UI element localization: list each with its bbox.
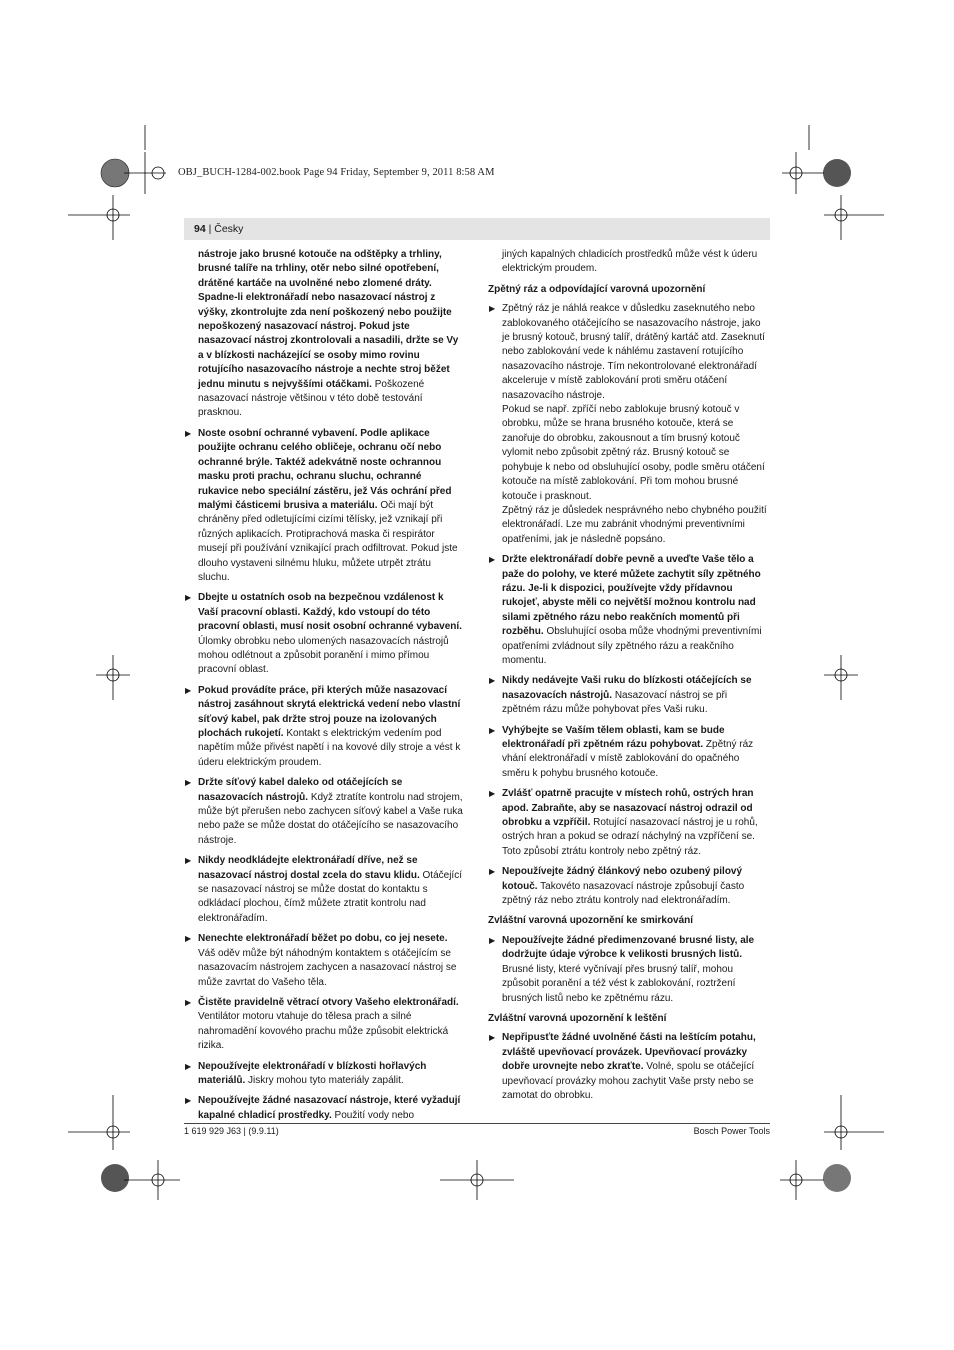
intro-bold: nástroje jako brusné kotouče na odštěpky a trhliny, brusné talíře na trhliny, otěr nebo silné opotřebení, drátěné kartáče na uvolněné nebo zlomené dráty. Spadne-li elektronářadí nebo nasazovací nástroj z výšky, zkontrolujte zda není poškozený nebo použijte nepoškozený nasazovací nástroj. Pokud jste nasazovací nástroj zkontrolovali a nasadili, držte se Vy a v blízkosti nacházející se osoby mimo rovinu rotujícího nasazovacího nástroje a nechte stroj běžet jednu minutu s nejvyššími otáčkami. bbox=[198, 249, 459, 390]
intro-paragraph bbox=[184, 248, 464, 421]
list-item bbox=[184, 1060, 464, 1089]
list-item bbox=[488, 865, 768, 908]
footer-doc-number: 1 619 929 J63 | (9.9.11) bbox=[184, 1126, 279, 1136]
item-text: Jiskry mohou tyto materiály zapálit. bbox=[245, 1074, 404, 1086]
item-text: Použití vody nebo bbox=[331, 1109, 415, 1121]
item-text: Takovéto nasazovací nástroje způsobují často zpětný ráz nebo ztrátu kontroly nad elektronářadím. bbox=[502, 880, 745, 907]
bullet-arrow-icon: ▶ bbox=[185, 997, 192, 1007]
item-text: Nasazovací nástroj se při zpětném rázu může pohybovat přes Vaši ruku. bbox=[502, 689, 728, 716]
list-item bbox=[488, 934, 768, 1006]
item-bold: Pokud provádíte práce, při kterých může nasazovací nástroj zasáhnout skrytá elektrická vedení nebo vlastní síťový kabel, pak držte stroj pouze na izolovaných plochách rukojetí. bbox=[198, 684, 461, 739]
bullet-arrow-icon: ▶ bbox=[185, 428, 192, 438]
list-item bbox=[488, 553, 768, 668]
bullet-arrow-icon: ▶ bbox=[489, 1033, 496, 1043]
list-item bbox=[184, 996, 464, 1054]
language-label: Česky bbox=[214, 223, 244, 235]
footer-brand: Bosch Power Tools bbox=[693, 1126, 770, 1136]
item-bold: Nenechte elektronářadí běžet po dobu, co jej nesete. bbox=[198, 933, 448, 945]
item-bold: Nepoužívejte žádné předimenzované brusné listy, ale dodržujte údaje výrobce k velikosti brusných listů. bbox=[502, 934, 755, 961]
bullet-arrow-icon: ▶ bbox=[489, 867, 496, 877]
item-bold: Čistěte pravidelně větrací otvory Vašeho elektronářadí. bbox=[198, 996, 459, 1008]
item-bold: Nepřipusťte žádné uvolněné části na leštícím potahu, zvláště upevňovací provázek. Upevňovací provázky dobře urovnejte nebo zkraťte. bbox=[502, 1032, 756, 1073]
bullet-arrow-icon: ▶ bbox=[185, 1061, 192, 1071]
item-text: Váš oděv může být náhodným kontaktem s otáčejícím se nasazovacím nástrojem zachycen a nasazovací nástroj se může zavrtat do Vašeho těla. bbox=[198, 947, 457, 988]
item-text: Brusné listy, které vyčnívají přes brusný talíř, mohou způsobit poranění a též vést k zablokování, roztržení brusných listů nebo ke zpětnému rázu. bbox=[502, 963, 736, 1004]
bullet-arrow-icon: ▶ bbox=[185, 934, 192, 944]
item-text: Úlomky obrobku nebo ulomených nasazovacích nástrojů mohou odlétnout a způsobit poranění i mimo přímou pracovní oblast. bbox=[198, 635, 449, 676]
item-text: Otáčející se nasazovací nástroj se může dostat do kontaktu s odkládací plochou, čímž můžete ztratit kontrolu nad elektronářadím. bbox=[198, 869, 462, 924]
item-bold: Dbejte u ostatních osob na bezpečnou vzdálenost k Vaší pracovní oblasti. Každý, kdo vstoupí do této pracovní oblasti, musí nosit osobní ochranné vybavení. bbox=[198, 592, 462, 633]
list-item bbox=[184, 684, 464, 770]
list-item bbox=[488, 302, 768, 547]
bullet-arrow-icon: ▶ bbox=[489, 725, 496, 735]
list-item bbox=[488, 1031, 768, 1103]
list-item bbox=[488, 724, 768, 782]
item-text: Obsluhující osoba může vhodnými preventivními opatřeními zvládnout síly zpětného rázu a reakčního momentu. bbox=[502, 626, 762, 666]
bullet-arrow-icon: ▶ bbox=[185, 778, 192, 788]
footer-rule bbox=[184, 1123, 770, 1124]
bullet-arrow-icon: ▶ bbox=[489, 789, 496, 799]
item-bold: Nepoužívejte žádné nasazovací nástroje, které vyžadují kapalné chladicí prostředky. bbox=[198, 1095, 461, 1121]
page-number-language: 94 | Česky bbox=[194, 223, 244, 235]
item-bold: Nepoužívejte elektronářadí v blízkosti hořlavých materiálů. bbox=[198, 1060, 427, 1086]
kickback-paragraph: Zpětný ráz je náhlá reakce v důsledku zaseknutého nebo zablokovaného otáčejícího se nasazovacího nástroje, jako je brusný kotouč, brusný talíř, drátěný kartáč atd. Zaseknutí nebo zablokování vede k náhlému zastavení rotujícího nasazovacího nástroje. Tím nekontrolované elektronářadí akceleruje v místě zablokování proti směru otáčení nasazovacího nástroje. bbox=[502, 303, 765, 401]
list-item bbox=[184, 1094, 464, 1123]
list-item bbox=[488, 787, 768, 859]
right-column bbox=[488, 248, 768, 1109]
list-item bbox=[184, 854, 464, 926]
list-item bbox=[184, 776, 464, 848]
list-item bbox=[184, 427, 464, 585]
print-slug: OBJ_BUCH-1284-002.book Page 94 Friday, September 9, 2011 8:58 AM bbox=[178, 167, 495, 178]
section-heading-sanding: Zvláštní varovná upozornění ke smirkování bbox=[488, 915, 694, 927]
bullet-arrow-icon: ▶ bbox=[185, 1096, 192, 1106]
item-text: Volné, spolu se otáčející upevňovací provázky mohou zachytit Vaše prsty nebo se zamotat do obrobku. bbox=[502, 1061, 755, 1101]
item-bold: Nikdy neodkládejte elektronářadí dříve, než se nasazovací nástroj dostal zcela do stavu klidu. bbox=[198, 855, 420, 881]
bullet-arrow-icon: ▶ bbox=[489, 304, 496, 314]
bullet-arrow-icon: ▶ bbox=[489, 935, 496, 945]
bullet-arrow-icon: ▶ bbox=[489, 676, 496, 686]
item-bold: Zvlášť opatrně pracujte v místech rohů, ostrých hran apod. Zabraňte, aby se nasazovací nástroj odrazil od obrobku a vzpříčil. bbox=[502, 788, 754, 829]
item-text: Zpětný ráz vhání elektronářadí v místě zablokování do opačného směru k pohybu brusného kotouče. bbox=[502, 739, 754, 779]
item-bold: Držte síťový kabel daleko od otáčejících se nasazovacích nástrojů. bbox=[198, 777, 403, 803]
item-text: Rotující nasazovací nástroj je u rohů, ostrých hran a pokud se odrazí náchylný na vzpříčení se. Toto způsobí ztrátu kontroly nebo zpětný ráz. bbox=[502, 817, 758, 857]
bullet-arrow-icon: ▶ bbox=[185, 856, 192, 866]
list-item bbox=[488, 674, 768, 717]
item-text: Ventilátor motoru vtahuje do tělesa prach a silné nahromadění kovového prachu může způsobit elektrická rizika. bbox=[198, 1011, 449, 1052]
item-text: Kontakt s elektrickým vedením pod napětím může přivést napětí i na kovové díly stroje a vést k úderu elektrickým proudem. bbox=[198, 728, 461, 768]
left-column bbox=[184, 248, 464, 1129]
list-item bbox=[184, 932, 464, 990]
bullet-arrow-icon: ▶ bbox=[185, 685, 192, 695]
bullet-arrow-icon: ▶ bbox=[185, 593, 192, 603]
item-bold: Vyhýbejte se Vaším tělem oblasti, kam se bude elektronářadí při zpětném rázu pohybovat. bbox=[502, 724, 725, 750]
kickback-paragraph: Pokud se např. zpříčí nebo zablokuje brusný kotouč v obrobku, může se hrana brusného kotouče, která se zanořuje do obrobku, zakousnout a tím brusný kotouč vylomit nebo způsobit zpětný ráz. Brusný kotouč se pohybuje k nebo od obsluhující osoby, podle směru otáčení kotouče na místě zablokování. Při tom mohou brusné kotouče i prasknout. bbox=[502, 404, 765, 502]
section-heading-polishing: Zvláštní varovná upozornění k leštění bbox=[488, 1012, 667, 1024]
item-bold: Nikdy nedávejte Vaši ruku do blízkosti otáčejících se nasazovacích nástrojů. bbox=[502, 675, 752, 701]
page-number: 94 bbox=[194, 223, 206, 235]
list-item bbox=[184, 591, 464, 677]
item-bold: Držte elektronářadí dobře pevně a uveďte Vaše tělo a paže do polohy, ve které můžete zachytit síly zpětného rázu. Je-li k dispozici, používejte vždy přídavnou rukojeť, abyste měli co největší možnou kontrolu nad silami zpětného rázu nebo reakčních momentů při rozběhu. bbox=[502, 554, 761, 638]
page-header bbox=[184, 218, 770, 240]
section-heading-kickback: Zpětný ráz a odpovídající varovná upozornění bbox=[488, 283, 706, 295]
continuation-paragraph bbox=[488, 248, 768, 277]
item-text: Když ztratíte kontrolu nad strojem, může být přerušen nebo zachycen síťový kabel a Vaše ruka nebo paže se může dostat do otáčejícího se nasazovacího nástroje. bbox=[198, 791, 463, 846]
continuation-text: jiných kapalných chladicích prostředků může vést k úderu elektrickým proudem. bbox=[502, 249, 758, 275]
bullet-arrow-icon: ▶ bbox=[489, 555, 496, 565]
item-bold: Noste osobní ochranné vybavení. Podle aplikace použijte ochranu celého obličeje, ochranu očí nebo ochranné brýle. Taktéž adekvátně noste ochrannou masku proti prachu, ochranu sluchu, ochranné rukavice nebo speciální zástěru, jež Vás ochrání před malými částicemi brusiva a materiálu. bbox=[198, 427, 452, 511]
item-text: Oči mají být chráněny před odletujícími cizími tělísky, jež vznikají při různých aplikacích. Protiprachová maska či respirátor musejí při používání vznikající prach odfiltrovat. Pokud jste dlouho vystaveni silnému hluku, můžete utrpět ztrátu sluchu. bbox=[198, 499, 458, 583]
intro-text: Poškozené nasazovací nástroje většinou v této době testování prasknou. bbox=[198, 378, 425, 419]
item-bold: Nepoužívejte žádný článkový nebo ozubený pilový kotouč. bbox=[502, 866, 743, 892]
kickback-paragraph: Zpětný ráz je důsledek nesprávného nebo chybného použití elektronářadí. Lze mu zabránit vhodnými preventivními opatřeními, jak je následně popsáno. bbox=[502, 504, 767, 545]
